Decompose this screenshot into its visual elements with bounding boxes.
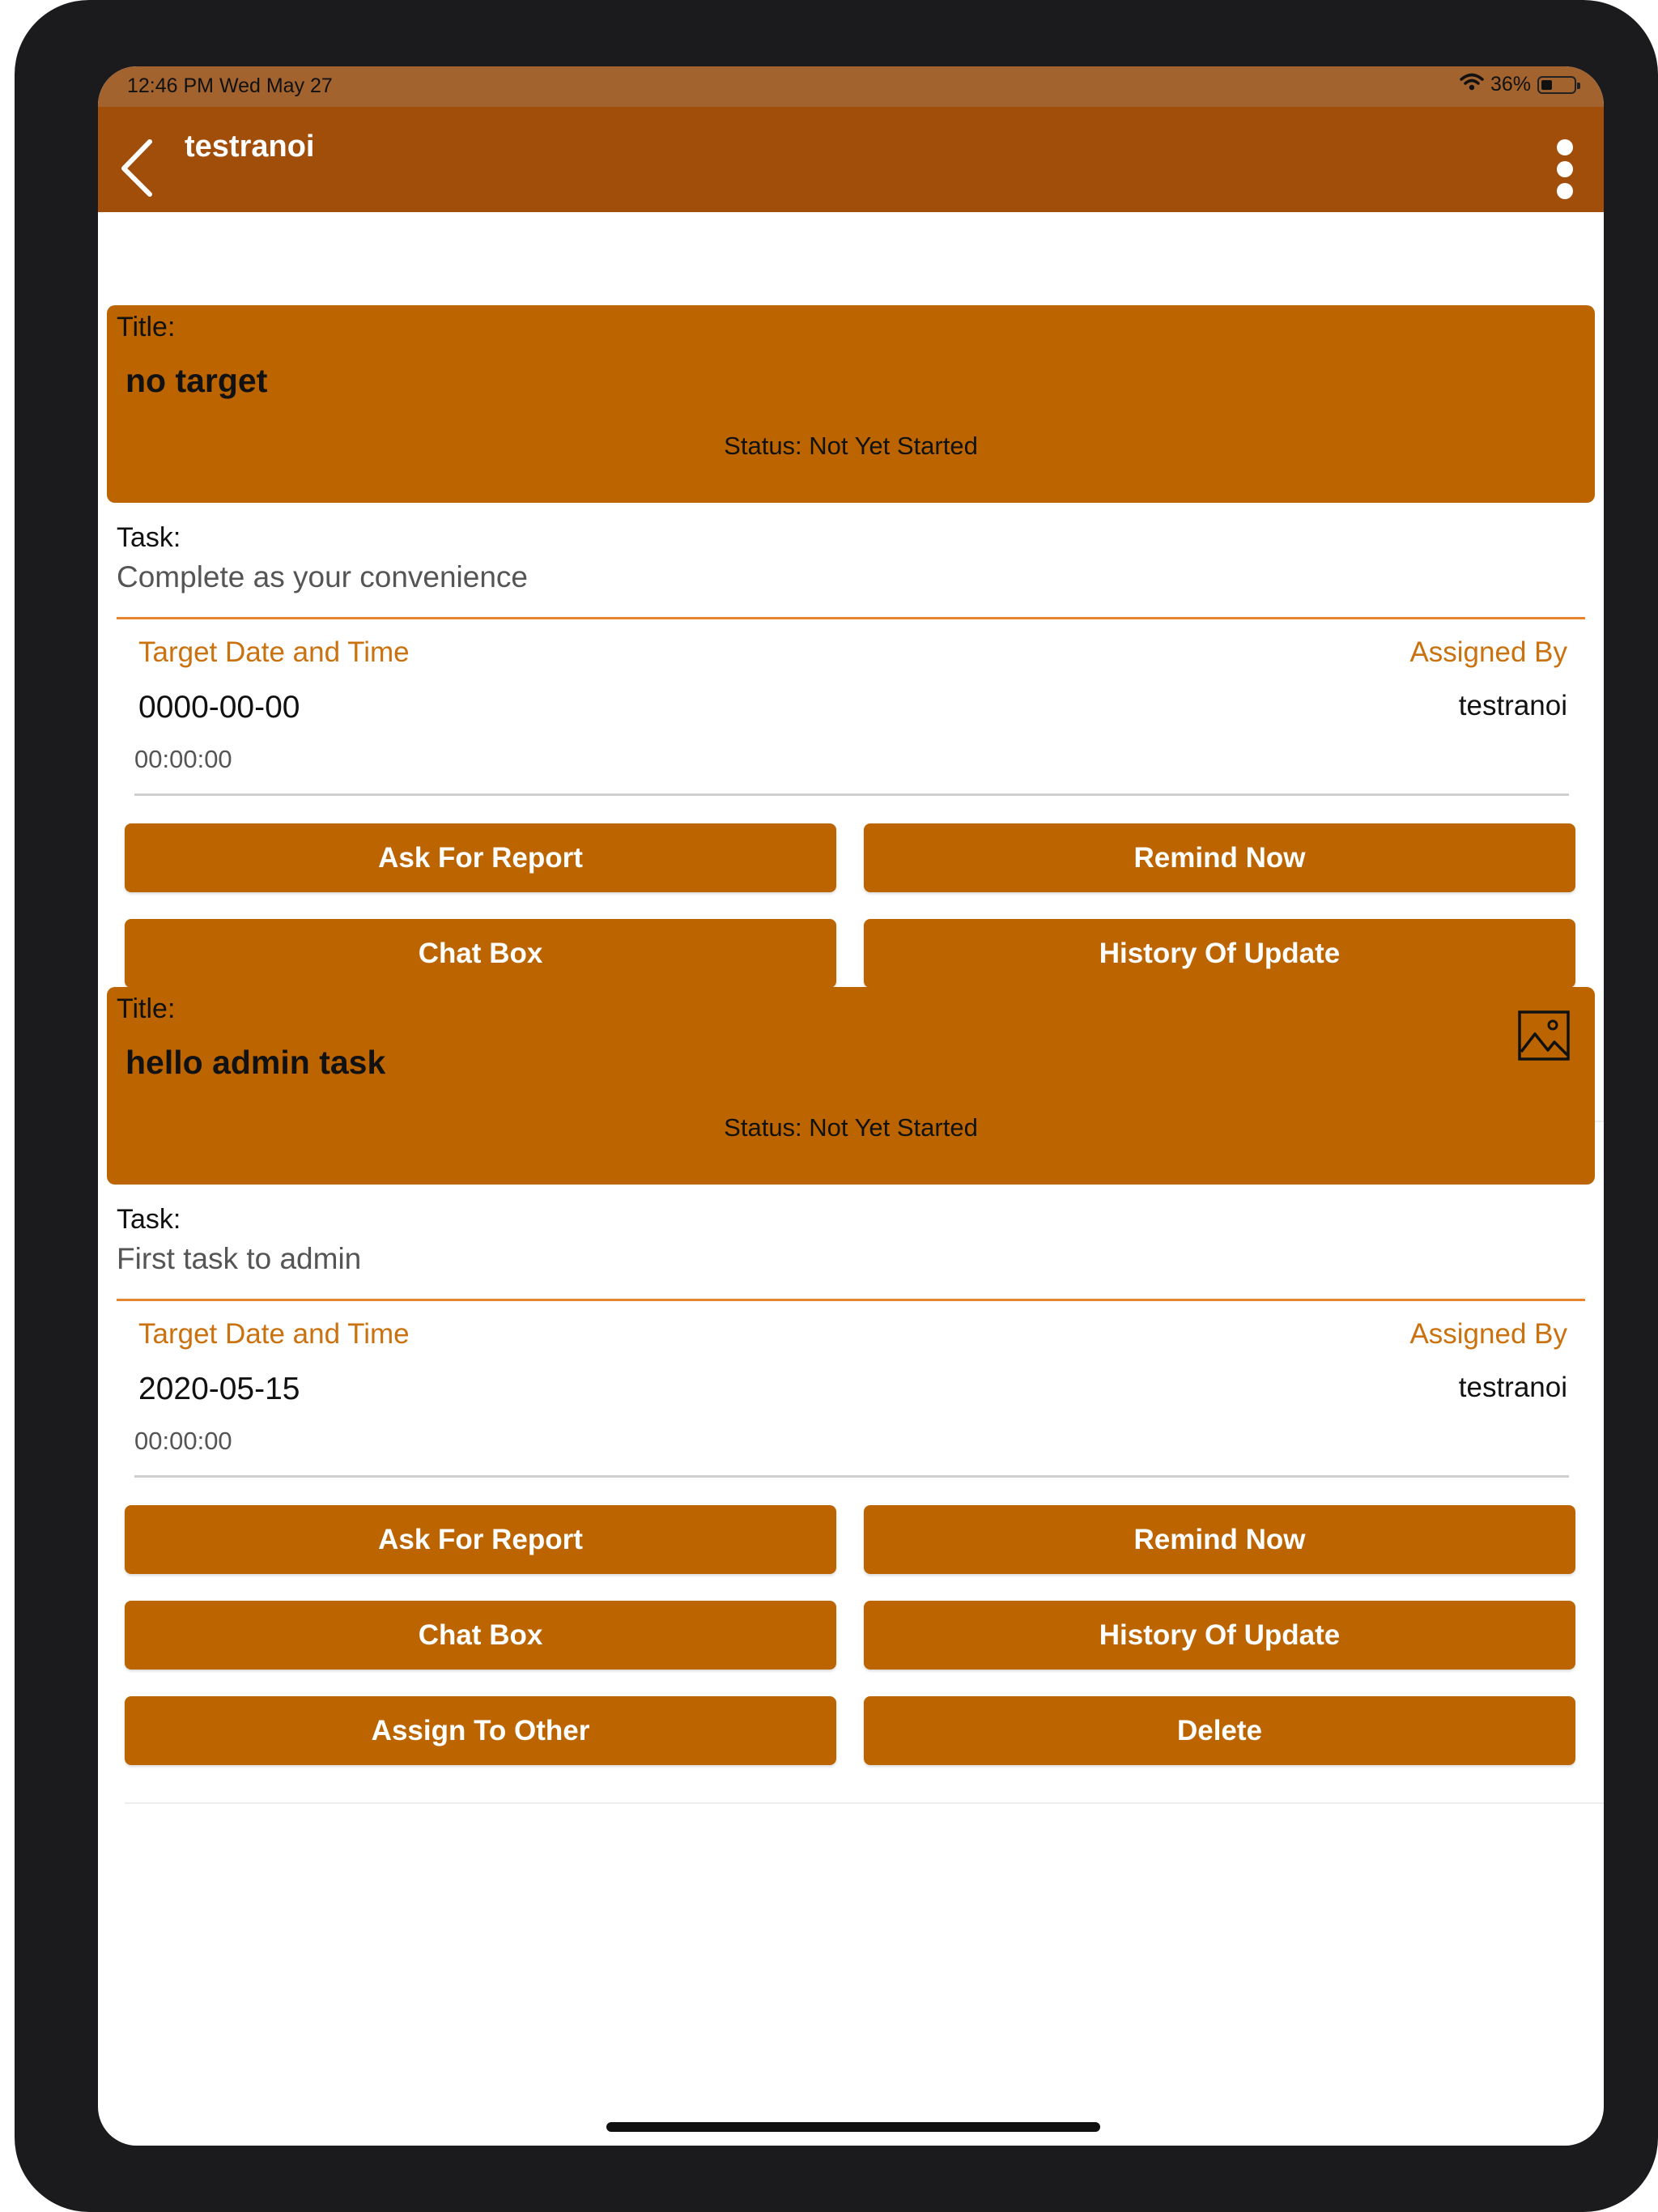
assign-to-other-button[interactable]: Assign To Other xyxy=(125,1696,836,1765)
target-date: 0000-00-00 xyxy=(138,690,300,725)
task-label: Task: xyxy=(117,1204,181,1235)
task-title: hello admin task xyxy=(125,1044,386,1081)
card-separator xyxy=(125,1802,1604,1804)
back-chevron-icon xyxy=(117,138,158,198)
assigned-by-value: testranoi xyxy=(1458,690,1567,721)
nav-bar xyxy=(98,107,1604,212)
back-button[interactable] xyxy=(117,138,166,202)
target-time: 00:00:00 xyxy=(134,1427,232,1455)
wifi-icon xyxy=(1460,73,1484,96)
home-indicator[interactable] xyxy=(606,2122,1100,2132)
task-title: no target xyxy=(125,362,268,399)
tablet-frame xyxy=(15,0,1658,2212)
battery-percent: 36% xyxy=(1490,73,1531,96)
app-screen xyxy=(98,66,1604,2146)
task-label: Task: xyxy=(117,522,181,553)
divider xyxy=(117,617,1585,619)
delete-button[interactable]: Delete xyxy=(864,1696,1575,1765)
ask-for-report-button[interactable]: Ask For Report xyxy=(125,1505,836,1574)
history-of-update-button[interactable]: History Of Update xyxy=(864,1601,1575,1670)
status-time: 12:46 PM Wed May 27 xyxy=(127,74,333,97)
task-description: Complete as your convenience xyxy=(117,560,529,593)
chat-box-button[interactable]: Chat Box xyxy=(125,919,836,988)
target-time: 00:00:00 xyxy=(134,745,232,773)
task-header[interactable] xyxy=(107,987,1595,1185)
remind-now-button[interactable]: Remind Now xyxy=(864,1505,1575,1574)
task-list xyxy=(98,212,1604,1746)
battery-icon xyxy=(1537,76,1576,94)
divider xyxy=(134,1475,1569,1478)
more-vertical-icon xyxy=(1549,139,1581,199)
task-card xyxy=(98,894,1604,1746)
status-bar xyxy=(98,66,1604,107)
divider xyxy=(134,793,1569,796)
chat-box-button[interactable]: Chat Box xyxy=(125,1601,836,1670)
status-indicators xyxy=(1460,73,1576,96)
page-title: testranoi xyxy=(185,130,315,164)
target-date-label: Target Date and Time xyxy=(138,1318,410,1350)
assigned-by-value: testranoi xyxy=(1458,1372,1567,1403)
title-label: Title: xyxy=(117,993,176,1024)
image-icon[interactable] xyxy=(1517,1010,1571,1061)
status-text: Status: Not Yet Started xyxy=(724,1113,978,1142)
status-text: Status: Not Yet Started xyxy=(724,432,978,460)
target-date: 2020-05-15 xyxy=(138,1372,300,1406)
more-options-button[interactable] xyxy=(1549,139,1581,204)
target-date-label: Target Date and Time xyxy=(138,636,410,668)
assigned-by-label: Assigned By xyxy=(1409,636,1567,668)
remind-now-button[interactable]: Remind Now xyxy=(864,823,1575,892)
divider xyxy=(117,1299,1585,1301)
task-description: First task to admin xyxy=(117,1242,362,1275)
assigned-by-label: Assigned By xyxy=(1409,1318,1567,1350)
history-of-update-button[interactable]: History Of Update xyxy=(864,919,1575,988)
title-label: Title: xyxy=(117,312,176,342)
task-header[interactable] xyxy=(107,305,1595,503)
ask-for-report-button[interactable]: Ask For Report xyxy=(125,823,836,892)
